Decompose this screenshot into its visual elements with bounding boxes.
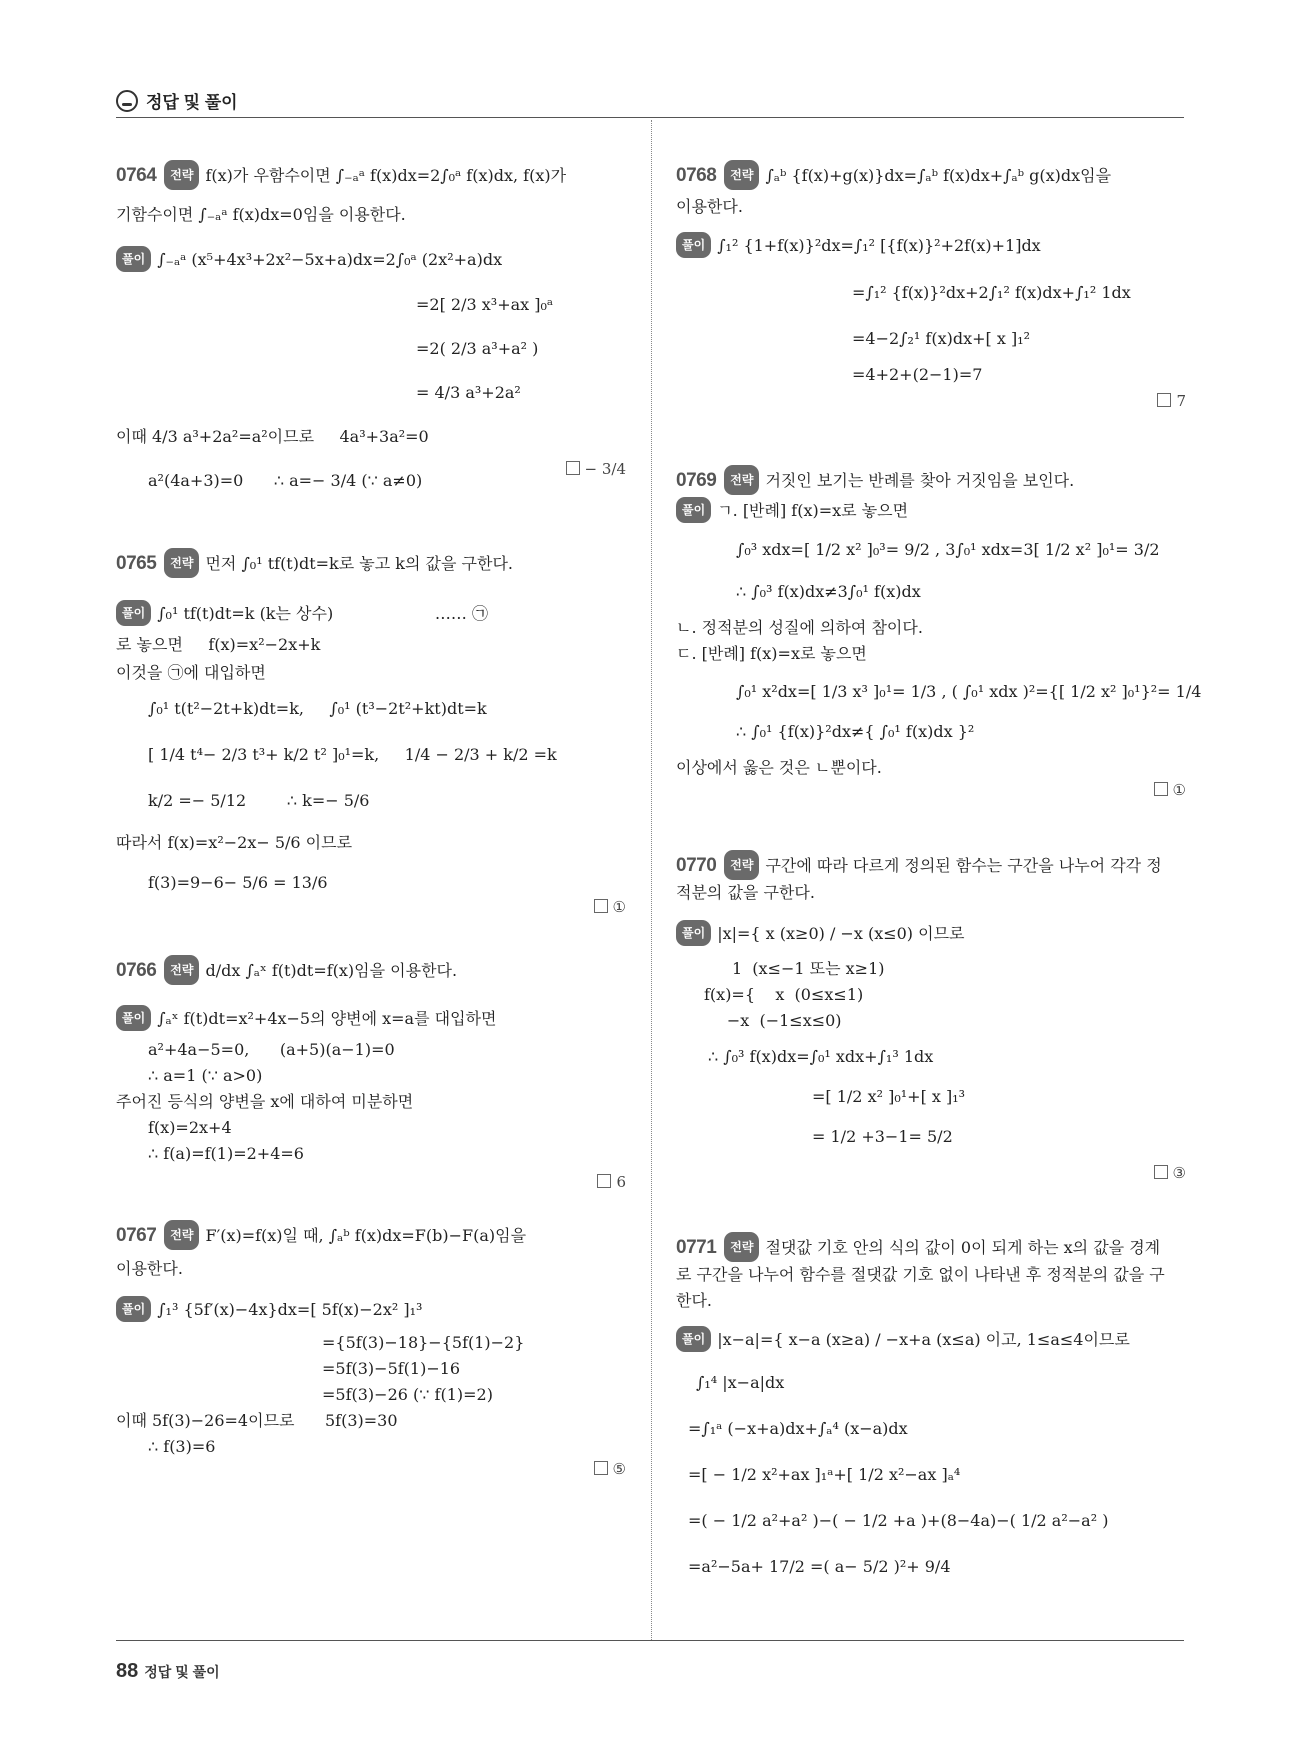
solution-tag: 풀이 xyxy=(676,920,711,946)
solution-line: =[ − 1/2 x²+ax ]₁ᵃ+[ 1/2 x²−ax ]ₐ⁴ xyxy=(688,1465,961,1484)
solution-line: 로 놓으면 f(x)=x²−2x+k xyxy=(116,635,321,654)
smiley-logo-icon xyxy=(116,90,138,112)
problem-0764 xyxy=(116,160,626,492)
answer-box-icon xyxy=(597,1174,611,1188)
answer-badge xyxy=(1154,781,1186,799)
strategy-tag: 전략 xyxy=(164,548,199,578)
strategy-text: 로 구간을 나누어 함수를 절댓값 기호 없이 나타낸 후 정적분의 값을 구 xyxy=(676,1265,1165,1284)
solution-line: =( − 1/2 a²+a² )−( − 1/2 +a )+(8−4a)−( 1/2 a²−a² ) xyxy=(688,1511,1109,1530)
solution-line: =∫₁² {f(x)}²dx+2∫₁² f(x)dx+∫₁² 1dx xyxy=(852,283,1131,302)
strategy-text: 이용한다. xyxy=(116,1259,183,1278)
solution-line: a²(4a+3)=0 ∴ a=− 3/4 (∵ a≠0) xyxy=(148,471,423,490)
problem-number: 0764 xyxy=(116,165,157,186)
problem-number: 0767 xyxy=(116,1225,157,1246)
strategy-text: 거짓인 보기는 반례를 찾아 거짓임을 보인다. xyxy=(765,471,1075,490)
solution-line: =2( 2/3 a³+a² ) xyxy=(416,339,539,358)
solution-line: −x (−1≤x≤0) xyxy=(676,1011,842,1030)
header-rule xyxy=(116,117,1184,118)
answer-badge xyxy=(594,1460,626,1478)
solution-line: ∴ f(a)=f(1)=2+4=6 xyxy=(148,1144,304,1163)
solution-line: =4+2+(2−1)=7 xyxy=(852,365,983,384)
answer-badge xyxy=(597,1173,626,1191)
strategy-tag: 전략 xyxy=(164,955,199,985)
left-column xyxy=(116,160,626,1630)
strategy-text: f(x)가 우함수이면 ∫₋ₐᵃ f(x)dx=2∫₀ᵃ f(x)dx, f(x)가 xyxy=(205,166,567,185)
solution-line: ∫₀¹ t(t²−2t+k)dt=k, ∫₀¹ (t³−2t²+kt)dt=k xyxy=(148,699,487,718)
answer-box-icon xyxy=(1154,1165,1168,1179)
solution-line: f(x)={ x (0≤x≤1) xyxy=(704,985,864,1004)
solution-line: f(3)=9−6− 5/6 = 13/6 xyxy=(148,873,328,892)
problem-number: 0770 xyxy=(676,855,717,876)
column-separator xyxy=(651,120,652,1640)
strategy-text: 구간에 따라 다르게 정의된 함수는 구간을 나누어 각각 정 xyxy=(765,856,1162,875)
header-title: 정답 및 풀이 xyxy=(146,93,238,112)
solution-line: 따라서 f(x)=x²−2x− 5/6 이므로 xyxy=(116,833,353,852)
strategy-text: 먼저 ∫₀¹ tf(t)dt=k로 놓고 k의 값을 구한다. xyxy=(205,554,513,573)
solution-line: |x|={ x (x≥0) / −x (x≤0) 이므로 xyxy=(717,924,965,943)
answer-box-icon xyxy=(594,1461,608,1475)
solution-line: ∴ ∫₀³ f(x)dx≠3∫₀¹ f(x)dx xyxy=(736,582,921,601)
solution-line: ∴ f(3)=6 xyxy=(148,1437,216,1456)
solution-line: = 1/2 +3−1= 5/2 xyxy=(812,1127,953,1146)
answer-badge xyxy=(594,898,626,916)
problem-number: 0768 xyxy=(676,165,717,186)
strategy-tag: 전략 xyxy=(724,1232,759,1262)
solution-line: |x−a|={ x−a (x≥a) / −x+a (x≤a) 이고, 1≤a≤4이므로 xyxy=(717,1330,1130,1349)
problem-0767 xyxy=(116,1220,626,1478)
solution-line: ∫₀¹ tf(t)dt=k (k는 상수) …… ㉠ xyxy=(157,604,489,623)
strategy-text: ∫ₐᵇ {f(x)+g(x)}dx=∫ₐᵇ f(x)dx+∫ₐᵇ g(x)dx임을 xyxy=(765,166,1112,185)
answer-value: 7 xyxy=(1176,392,1186,410)
answer-box-icon xyxy=(1154,782,1168,796)
problem-number: 0766 xyxy=(116,960,157,981)
solution-line: k/2 =− 5/12 ∴ k=− 5/6 xyxy=(148,791,370,810)
strategy-tag: 전략 xyxy=(164,160,199,190)
solution-line: =∫₁ᵃ (−x+a)dx+∫ₐ⁴ (x−a)dx xyxy=(688,1419,908,1438)
solution-line: =4−2∫₂¹ f(x)dx+[ x ]₁² xyxy=(852,329,1031,348)
solution-line: ={5f(3)−18}−{5f(1)−2} xyxy=(322,1333,525,1352)
answer-value: 6 xyxy=(616,1173,626,1191)
solution-line: ∫₁² {1+f(x)}²dx=∫₁² [{f(x)}²+2f(x)+1]dx xyxy=(717,236,1041,255)
answer-box-icon xyxy=(594,899,608,913)
footer-label: 정답 및 풀이 xyxy=(144,1664,220,1680)
solution-line: 주어진 등식의 양변을 x에 대하여 미분하면 xyxy=(116,1092,414,1111)
answer-badge xyxy=(1157,392,1186,410)
solution-tag: 풀이 xyxy=(676,497,711,523)
solution-line: 1 (x≤−1 또는 x≥1) xyxy=(676,959,885,978)
solution-line: ㄴ. 정적분의 성질에 의하여 참이다. xyxy=(676,618,923,637)
solution-line: 이상에서 옳은 것은 ㄴ뿐이다. xyxy=(676,758,882,777)
strategy-tag: 전략 xyxy=(724,465,759,495)
problem-number: 0769 xyxy=(676,470,717,491)
answer-badge xyxy=(566,460,626,478)
solution-tag: 풀이 xyxy=(116,246,151,272)
strategy-text: 기함수이면 ∫₋ₐᵃ f(x)dx=0임을 이용한다. xyxy=(116,205,406,224)
solution-tag: 풀이 xyxy=(676,232,711,258)
strategy-tag: 전략 xyxy=(724,160,759,190)
solution-line: ∴ ∫₀¹ {f(x)}²dx≠{ ∫₀¹ f(x)dx }² xyxy=(736,722,975,741)
solution-line: =5f(3)−5f(1)−16 xyxy=(322,1359,461,1378)
solution-line: =2[ 2/3 x³+ax ]₀ᵃ xyxy=(416,295,554,314)
solution-line: 이때 4/3 a³+2a²=a²이므로 4a³+3a²=0 xyxy=(116,427,429,446)
problem-0770 xyxy=(676,850,1186,1182)
strategy-tag: 전략 xyxy=(724,850,759,880)
answer-box-icon xyxy=(566,461,580,475)
solution-tag: 풀이 xyxy=(116,600,151,626)
solution-line: =a²−5a+ 17/2 =( a− 5/2 )²+ 9/4 xyxy=(688,1557,951,1576)
strategy-text: d/dx ∫ₐˣ f(t)dt=f(x)임을 이용한다. xyxy=(205,961,458,980)
solution-line: 이것을 ㉠에 대입하면 xyxy=(116,663,266,682)
solution-line: =[ 1/2 x² ]₀¹+[ x ]₁³ xyxy=(812,1087,966,1106)
solution-line: 이때 5f(3)−26=4이므로 5f(3)=30 xyxy=(116,1411,398,1430)
right-column xyxy=(676,160,1202,1630)
problem-0771 xyxy=(676,1232,1186,1578)
answer-box-icon xyxy=(1157,393,1171,407)
footer-rule xyxy=(116,1640,1184,1641)
answer-value: ① xyxy=(1172,781,1186,799)
answer-value: ① xyxy=(612,898,626,916)
solution-line: ∫₁⁴ |x−a|dx xyxy=(696,1373,785,1392)
problem-0769 xyxy=(676,465,1202,799)
answer-value: ③ xyxy=(1172,1164,1186,1182)
solution-line: =5f(3)−26 (∵ f(1)=2) xyxy=(322,1385,493,1404)
answer-badge xyxy=(1154,1164,1186,1182)
problem-number: 0771 xyxy=(676,1237,717,1258)
solution-line: f(x)=2x+4 xyxy=(148,1118,232,1137)
solution-tag: 풀이 xyxy=(116,1296,151,1322)
page-number: 88 xyxy=(116,1660,139,1682)
problem-0765 xyxy=(116,548,626,916)
strategy-text: 절댓값 기호 안의 식의 값이 0이 되게 하는 x의 값을 경계 xyxy=(765,1238,1161,1257)
solution-tag: 풀이 xyxy=(116,1005,151,1031)
solution-line: ∫₀¹ x²dx=[ 1/3 x³ ]₀¹= 1/3 , ( ∫₀¹ xdx )²={[ 1/2 x² ]₀¹}²= 1/4 xyxy=(736,682,1202,701)
page-header xyxy=(116,88,238,113)
solution-line: ∫ₐˣ f(t)dt=x²+4x−5의 양변에 x=a를 대입하면 xyxy=(157,1009,497,1028)
problem-0768 xyxy=(676,160,1186,410)
solution-line: ∴ a=1 (∵ a>0) xyxy=(148,1066,263,1085)
solution-tag: 풀이 xyxy=(676,1326,711,1352)
solution-line: [ 1/4 t⁴− 2/3 t³+ k/2 t² ]₀¹=k, 1/4 − 2/3 + k/2 =k xyxy=(148,745,557,764)
page-footer xyxy=(116,1660,220,1683)
answer-value: ⑤ xyxy=(612,1460,626,1478)
solution-line: ㄱ. [반례] f(x)=x로 놓으면 xyxy=(717,501,909,520)
solution-line: ㄷ. [반례] f(x)=x로 놓으면 xyxy=(676,644,867,663)
solution-line: ∴ ∫₀³ f(x)dx=∫₀¹ xdx+∫₁³ 1dx xyxy=(708,1047,934,1066)
strategy-text: 이용한다. xyxy=(676,197,743,216)
problem-number: 0765 xyxy=(116,553,157,574)
strategy-tag: 전략 xyxy=(164,1220,199,1250)
solution-line: ∫₀³ xdx=[ 1/2 x² ]₀³= 9/2 , 3∫₀¹ xdx=3[ 1/2 x² ]₀¹= 3/2 xyxy=(736,540,1160,559)
problem-0766 xyxy=(116,955,626,1191)
solution-line: a²+4a−5=0, (a+5)(a−1)=0 xyxy=(148,1040,395,1059)
answer-value: − 3/4 xyxy=(584,460,626,478)
solution-line: = 4/3 a³+2a² xyxy=(416,383,521,402)
solution-line: ∫₋ₐᵃ (x⁵+4x³+2x²−5x+a)dx=2∫₀ᵃ (2x²+a)dx xyxy=(157,250,503,269)
strategy-text: 적분의 값을 구한다. xyxy=(676,883,815,902)
strategy-text: 한다. xyxy=(676,1291,712,1310)
strategy-text: F′(x)=f(x)일 때, ∫ₐᵇ f(x)dx=F(b)−F(a)임을 xyxy=(205,1226,527,1245)
solution-line: ∫₁³ {5f′(x)−4x}dx=[ 5f(x)−2x² ]₁³ xyxy=(157,1300,423,1319)
